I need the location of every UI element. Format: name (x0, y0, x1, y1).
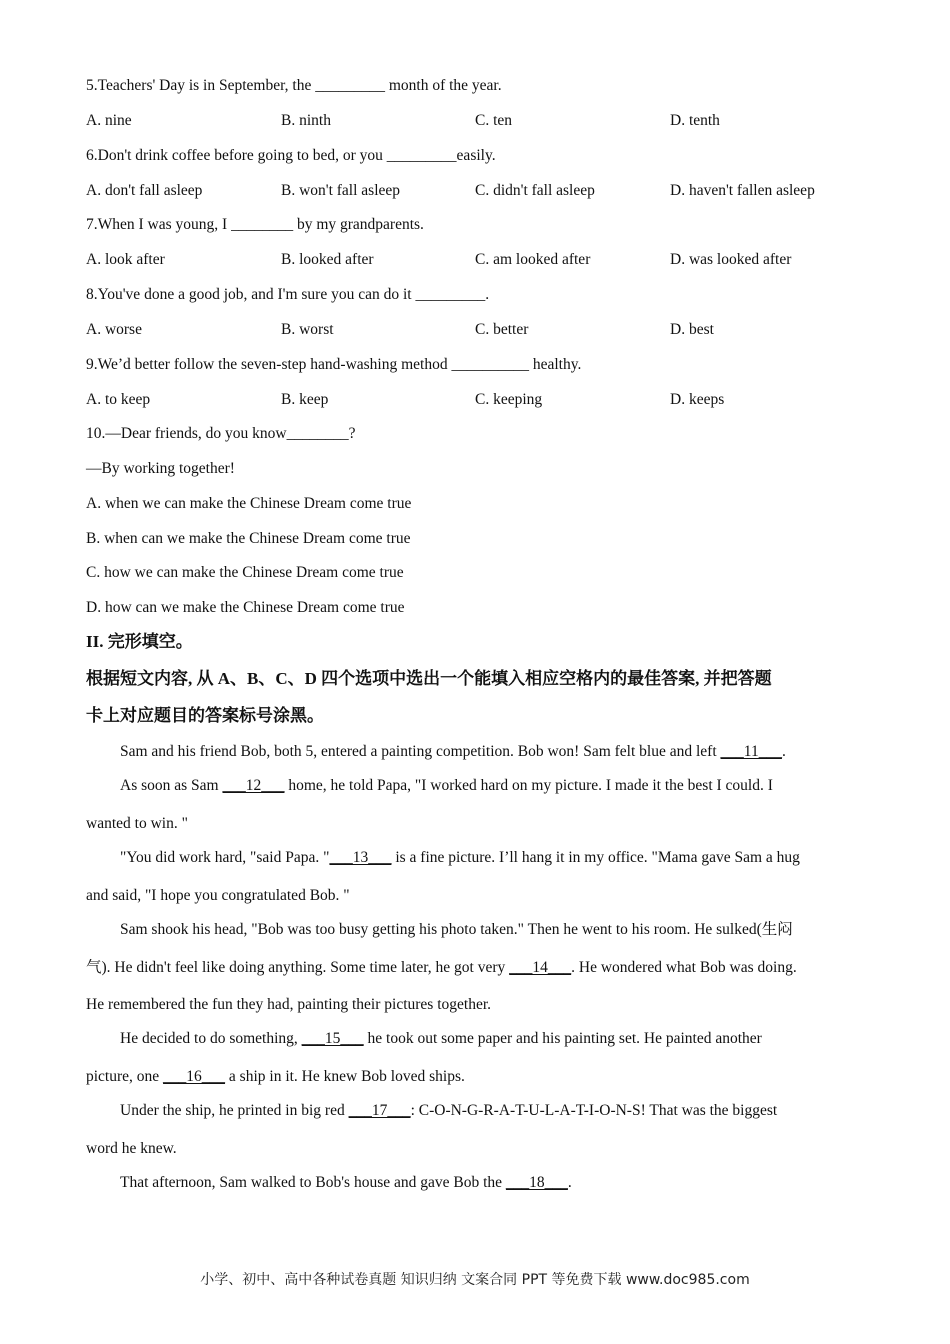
question-10-option-b: B. when can we make the Chinese Dream come true (86, 530, 411, 547)
question-9-option-a: A. to keep (86, 391, 151, 408)
question-6-option-b: B. won't fall asleep (281, 182, 401, 199)
question-6-stem: 6.Don't drink coffee before going to bed, or you _________easily. (86, 147, 496, 164)
question-8-option-c: C. better (475, 321, 529, 338)
passage-paragraph-4-line-3: He remembered the fun they had, painting their pictures together. (86, 996, 492, 1013)
question-8-option-a: A. worse (86, 321, 142, 338)
question-8-option-d: D. best (670, 321, 714, 338)
blank-18: ___18___ (505, 1174, 568, 1191)
passage-paragraph-2-line-1: As soon as Sam ___12___ home, he told Papa, "I worked hard on my picture. I made it the best I could. I (120, 777, 773, 794)
question-10-option-c: C. how we can make the Chinese Dream come true (86, 564, 404, 581)
question-10-option-a: A. when we can make the Chinese Dream come true (86, 495, 412, 512)
question-9-option-b: B. keep (281, 391, 329, 408)
question-10-option-d: D. how can we make the Chinese Dream come true (86, 599, 405, 616)
section-heading: II. 完形填空。 (86, 632, 193, 651)
passage-paragraph-3-line-1: "You did work hard, "said Papa. "___13___ is a fine picture. I’ll hang it in my office. "Mama gave Sam a hug (120, 849, 800, 866)
passage-paragraph-6-line-1: Under the ship, he printed in big red ___17___: C-O-N-G-R-A-T-U-L-A-T-I-O-N-S! That was the biggest (120, 1102, 778, 1119)
question-9-option-c: C. keeping (475, 391, 543, 408)
passage-paragraph-2-line-2: wanted to win. " (86, 815, 188, 832)
blank-12: ___12___ (222, 777, 285, 794)
blank-15: ___15___ (301, 1030, 364, 1047)
question-7-option-c: C. am looked after (475, 251, 591, 268)
blank-17: ___17___ (348, 1102, 411, 1119)
blank-11: ___11___ (720, 743, 782, 760)
page-footer: 小学、初中、高中各种试卷真题 知识归纳 文案合同 PPT 等免费下载 www.doc985.com (200, 1272, 750, 1288)
question-7-option-a: A. look after (86, 251, 165, 268)
passage-paragraph-4-line-2: 气). He didn't feel like doing anything. Some time later, he got very ___14___. He wondered what Bob was doing. (86, 959, 797, 976)
blank-13: ___13___ (329, 849, 392, 866)
question-6-option-a: A. don't fall asleep (86, 182, 203, 199)
section-instruction-line-2: 卡上对应题目的答案标号涂黑。 (86, 706, 324, 725)
question-7-stem: 7.When I was young, I ________ by my grandparents. (86, 216, 424, 233)
passage-paragraph-1: Sam and his friend Bob, both 5, entered a painting competition. Bob won! Sam felt blue and left ___11___. (120, 743, 786, 760)
question-9-stem: 9.We’d better follow the seven-step hand-washing method __________ healthy. (86, 356, 582, 373)
question-10-stem: 10.—Dear friends, do you know________? (86, 425, 356, 442)
question-7-option-b: B. looked after (281, 251, 374, 268)
question-6-option-d: D. haven't fallen asleep (670, 182, 815, 199)
passage-paragraph-7: That afternoon, Sam walked to Bob's house and gave Bob the ___18___. (120, 1174, 572, 1191)
question-9-option-d: D. keeps (670, 391, 725, 408)
question-10-answer-line: —By working together! (86, 460, 235, 477)
question-5-option-b: B. ninth (281, 112, 331, 129)
question-5-option-d: D. tenth (670, 112, 720, 129)
passage-paragraph-6-line-2: word he knew. (86, 1140, 177, 1157)
question-6-option-c: C. didn't fall asleep (475, 182, 595, 199)
question-7-option-d: D. was looked after (670, 251, 792, 268)
passage-paragraph-5-line-1: He decided to do something, ___15___ he took out some paper and his painting set. He painted another (120, 1030, 762, 1047)
passage-paragraph-3-line-2: and said, "I hope you congratulated Bob. " (86, 887, 350, 904)
blank-14: ___14___ (509, 959, 572, 976)
question-5-stem: 5.Teachers' Day is in September, the _________ month of the year. (86, 77, 502, 94)
question-5-option-c: C. ten (475, 112, 513, 129)
question-8-stem: 8.You've done a good job, and I'm sure you can do it _________. (86, 286, 490, 303)
section-instruction-line-1: 根据短文内容, 从 A、B、C、D 四个选项中选出一个能填入相应空格内的最佳答案, 并把答题 (86, 669, 772, 688)
blank-16: ___16___ (163, 1068, 226, 1085)
question-8-option-b: B. worst (281, 321, 334, 338)
passage-paragraph-4-line-1: Sam shook his head, "Bob was too busy getting his photo taken." Then he went to his room. He sulked(生闷 (120, 921, 793, 938)
passage-paragraph-5-line-2: picture, one ___16___ a ship in it. He knew Bob loved ships. (86, 1068, 465, 1085)
question-5-option-a: A. nine (86, 112, 132, 129)
